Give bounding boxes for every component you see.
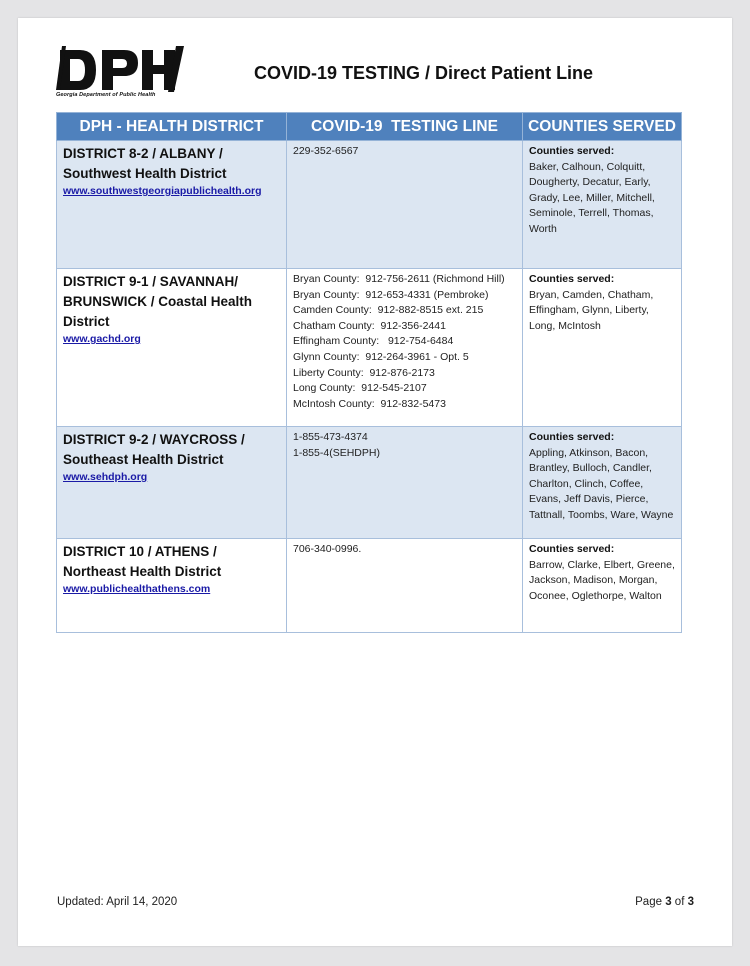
district-name: DISTRICT 9-1 / SAVANNAH/ BRUNSWICK / Coastal Health District xyxy=(63,274,253,329)
phone-number: 1-855-4(SEHDPH) xyxy=(293,446,380,459)
header-testing-line: COVID-19 TESTING LINE xyxy=(287,113,523,141)
dph-logo xyxy=(56,44,186,106)
phone-number: Bryan County: 912-653-4331 (Pembroke) xyxy=(293,288,489,301)
header-health-district: DPH - HEALTH DISTRICT xyxy=(57,113,287,141)
testing-line-cell xyxy=(287,539,523,633)
counties-list: Appling, Atkinson, Bacon, Brantley, Bulloch, Candler, Charlton, Clinch, Coffee, Evans, Jeff Davis, Pierce, Tattnall, Toombs, Ware, Wayne xyxy=(529,446,674,521)
table-row xyxy=(57,269,682,427)
phone-number: Bryan County: 912-756-2611 (Richmond Hill) xyxy=(293,273,505,285)
counties-list: Bryan, Camden, Chatham, Effingham, Glynn, Liberty, Long, McIntosh xyxy=(529,288,654,332)
phone-number: Camden County: 912-882-8515 ext. 215 xyxy=(293,304,484,317)
district-cell xyxy=(57,141,287,269)
page-of: of xyxy=(671,896,688,908)
counties-label: Counties served: xyxy=(529,543,615,555)
counties-cell xyxy=(523,539,682,633)
district-name: DISTRICT 8-2 / ALBANY / Southwest Health District xyxy=(63,146,227,181)
district-cell xyxy=(57,269,287,427)
testing-line-cell xyxy=(287,141,523,269)
updated-date: Updated: April 14, 2020 xyxy=(57,896,178,908)
document-page xyxy=(18,18,732,946)
district-cell xyxy=(57,427,287,539)
counties-label: Counties served: xyxy=(529,431,615,443)
phone-number: Chatham County: 912-356-2441 xyxy=(293,319,446,332)
phone-number: McIntosh County: 912-832-5473 xyxy=(293,397,446,410)
phone-number: 706-340-0996. xyxy=(293,543,362,555)
counties-label: Counties served: xyxy=(529,145,615,157)
counties-list: Barrow, Clarke, Elbert, Greene, Jackson, Madison, Morgan, Oconee, Oglethorpe, Walton xyxy=(529,558,675,602)
table-header-row xyxy=(57,113,682,141)
phone-number: Long County: 912-545-2107 xyxy=(293,382,427,395)
counties-list: Baker, Calhoun, Colquitt, Dougherty, Decatur, Early, Grady, Lee, Miller, Mitchell, Seminole, Terrell, Thomas, Worth xyxy=(529,160,655,235)
counties-cell xyxy=(523,269,682,427)
phone-number: 1-855-473-4374 xyxy=(293,431,368,443)
page-current: 3 xyxy=(665,896,672,908)
district-website-link[interactable]: www.southwestgeorgiapublichealth.org xyxy=(63,185,262,197)
testing-line-cell xyxy=(287,427,523,539)
district-website-link[interactable]: www.gachd.org xyxy=(63,333,141,345)
table-row xyxy=(57,427,682,539)
district-website-link[interactable]: www.sehdph.org xyxy=(63,471,148,483)
phone-number: 229-352-6567 xyxy=(293,145,359,157)
counties-cell xyxy=(523,141,682,269)
district-name: DISTRICT 9-2 / WAYCROSS / Southeast Health District xyxy=(63,432,245,467)
table-row xyxy=(57,539,682,633)
logo-subtitle: Georgia Department of Public Health xyxy=(56,92,156,98)
district-cell xyxy=(57,539,287,633)
dph-logo-mark xyxy=(56,44,186,92)
phone-number: Effingham County: 912-754-6484 xyxy=(293,335,454,348)
page-number xyxy=(635,896,694,908)
counties-cell xyxy=(523,427,682,539)
counties-label: Counties served: xyxy=(529,273,615,285)
testing-lines-table xyxy=(56,112,682,633)
table-row xyxy=(57,141,682,269)
district-name: DISTRICT 10 / ATHENS / Northeast Health District xyxy=(63,544,222,579)
phone-number: Liberty County: 912-876-2173 xyxy=(293,366,435,379)
page-total: 3 xyxy=(687,896,694,908)
header-counties-served: COUNTIES SERVED xyxy=(523,113,682,141)
phone-number: Glynn County: 912-264-3961 - Opt. 5 xyxy=(293,350,469,363)
page-title: COVID-19 TESTING / Direct Patient Line xyxy=(254,63,594,83)
page-prefix: Page xyxy=(635,896,666,908)
district-website-link[interactable]: www.publichealthathens.com xyxy=(63,583,211,595)
testing-line-cell xyxy=(287,269,523,427)
